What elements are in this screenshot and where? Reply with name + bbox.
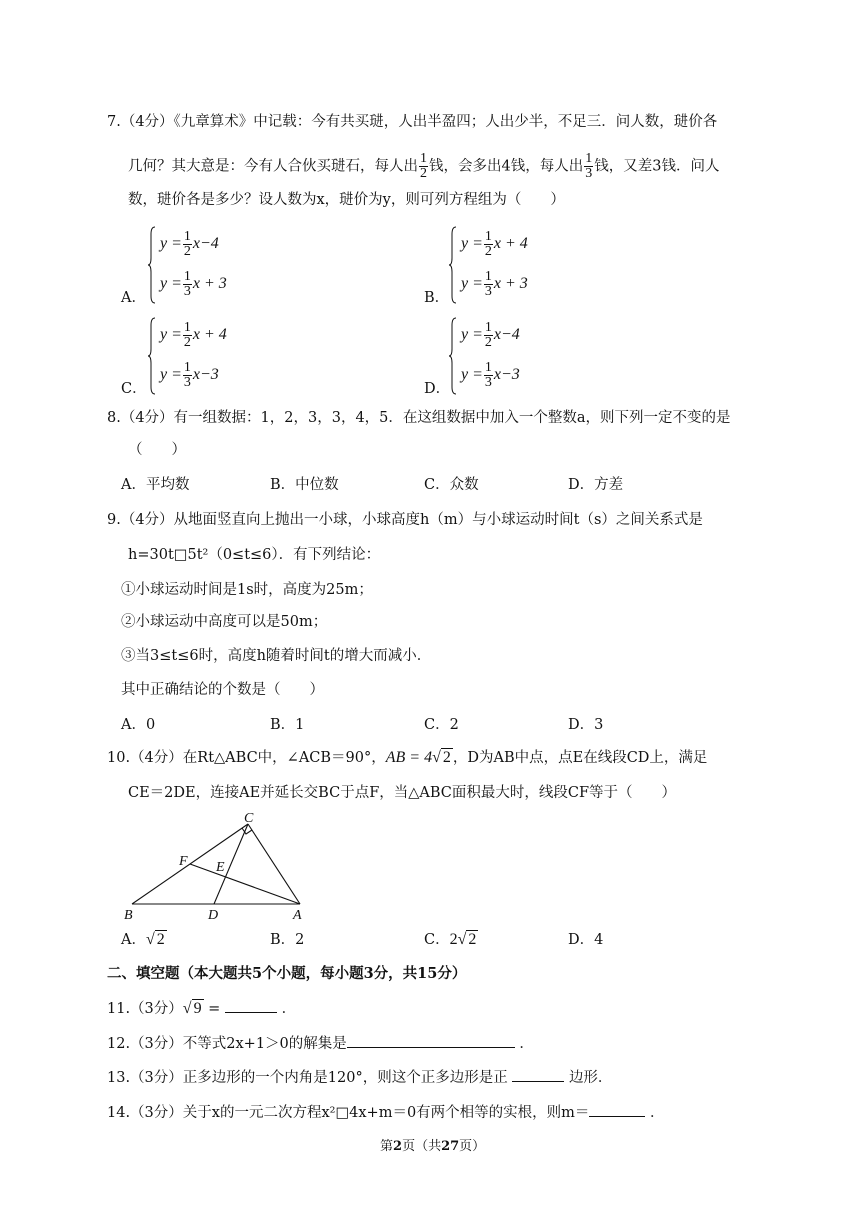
- right-angle-icon: [242, 828, 252, 834]
- frac-numerator: 1: [183, 229, 191, 244]
- radicand: 2: [156, 931, 165, 948]
- q14-text: 14.（3分）关于x的一元二次方程x²□4x+m＝0有两个相等的实根，则m＝: [107, 1105, 590, 1121]
- frac-numerator: 1: [484, 269, 492, 284]
- frac-denominator: 3: [183, 284, 191, 299]
- label-b: B: [124, 908, 133, 923]
- q12-text: 12.（3分）不等式2x+1＞0的解集是: [107, 1036, 347, 1052]
- footer-text-c: 页）: [459, 1139, 486, 1154]
- radicand: 2: [442, 749, 451, 766]
- frac-denominator: 3: [585, 166, 593, 181]
- frac-numerator: 1: [585, 151, 593, 166]
- side-ca: [248, 824, 300, 904]
- q13-answer-blank[interactable]: [512, 1067, 564, 1082]
- q7-option-b-system[interactable]: [449, 226, 569, 304]
- frac-denominator: 2: [484, 244, 492, 259]
- frac-denominator: 2: [484, 335, 492, 350]
- q8-option-b[interactable]: B．中位数: [270, 477, 339, 493]
- eq-lhs: y =: [160, 274, 182, 292]
- radicand: 2: [468, 931, 477, 948]
- q11-end: ．: [281, 1001, 297, 1017]
- eq-lhs: y =: [160, 365, 182, 383]
- eq-lhs: y =: [160, 234, 182, 252]
- frac-denominator: 3: [484, 284, 492, 299]
- eq-lhs: y =: [461, 325, 483, 343]
- eq-rhs: x−4: [493, 325, 520, 343]
- q12-answer-blank[interactable]: [347, 1033, 515, 1048]
- frac-numerator: 1: [484, 229, 492, 244]
- frac-numerator: 1: [484, 320, 492, 335]
- radicand: 9: [193, 1000, 202, 1017]
- q8-option-c[interactable]: C．众数: [424, 477, 479, 493]
- frac-numerator: 1: [183, 360, 191, 375]
- option-label: C．: [424, 932, 450, 948]
- q7-option-a-system[interactable]: [148, 226, 268, 304]
- eq-rhs: x−3: [192, 365, 219, 383]
- q10-line2: CE＝2DE，连接AE并延长交BC于点F，当△ABC面积最大时，线段CF等于（ ）: [128, 785, 677, 801]
- footer-text-a: 第: [380, 1139, 394, 1154]
- q14: [107, 1102, 665, 1123]
- q9-conclusion-3: ③当3≤t≤6时，高度h随着时间t的增大而减小．: [121, 648, 432, 664]
- q10-line1-text-a: 10.（4分）在Rt△ABC中，∠ACB＝90°，: [107, 750, 386, 766]
- segment-af: [190, 864, 300, 904]
- frac-denominator: 2: [183, 244, 191, 259]
- section-heading: 二、填空题（本大题共5个小题，每小题3分，共15分）: [107, 965, 467, 982]
- q10-line1: [107, 748, 707, 768]
- q9-conclusion-2: ②小球运动中高度可以是50m；: [121, 614, 328, 630]
- frac-numerator: 1: [420, 151, 427, 166]
- coefficient: 2: [449, 931, 458, 948]
- q9-option-a[interactable]: A．0: [121, 717, 156, 733]
- q10-option-d[interactable]: D．4: [568, 932, 604, 948]
- q7-line2-text-c: 钱，又差3钱．问人: [594, 158, 720, 175]
- q9-option-b[interactable]: B．1: [270, 717, 305, 733]
- brace-icon: [148, 226, 156, 304]
- q7-line2: [128, 152, 719, 181]
- q9-line1: 9.（4分）从地面竖直向上抛出一小球，小球高度h（m）与小球运动时间t（s）之间关系式是: [107, 512, 703, 528]
- q9-line2: h=30t□5t²（0≤t≤6）．有下列结论：: [128, 547, 381, 563]
- q9-conclusion-1: ①小球运动时间是1s时，高度为25m；: [121, 582, 373, 598]
- q7-option-a-label[interactable]: A．: [121, 290, 146, 306]
- frac-numerator: 1: [183, 320, 191, 335]
- sqrt-icon: √: [145, 931, 155, 948]
- q8-option-a[interactable]: A．平均数: [121, 477, 190, 493]
- q7-line1: 7.（4分）《九章算术》中记载：今有共买琎，人出半盈四；人出少半，不足三．问人数，琎价各: [107, 114, 718, 130]
- q9-option-d[interactable]: D．3: [568, 717, 604, 733]
- eq-rhs: x−3: [493, 365, 520, 383]
- sqrt-icon: √: [457, 931, 467, 948]
- ab-eq: AB = 4: [385, 749, 433, 766]
- footer-text-b: 页（共: [402, 1139, 442, 1154]
- frac-numerator: 1: [484, 360, 492, 375]
- q8-line1: 8.（4分）有一组数据：1，2，3，3，4，5．在这组数据中加入一个整数a，则下列一定不变的是: [107, 410, 731, 426]
- eq-rhs: x + 3: [493, 274, 528, 292]
- q9-question: 其中正确结论的个数是（ ）: [121, 682, 324, 698]
- frac-denominator: 2: [183, 335, 191, 350]
- q7-option-d-label[interactable]: D．: [424, 381, 451, 397]
- q7-line2-text-b: 钱，会多出4钱，每人出: [429, 158, 584, 175]
- q13-text: 13.（3分）正多边形的一个内角是120°，则这个正多边形是正: [107, 1070, 508, 1086]
- frac-denominator: 2: [420, 166, 427, 181]
- brace-icon: [449, 226, 457, 304]
- q12-end: ．: [519, 1036, 534, 1052]
- q9-option-c[interactable]: C．2: [424, 717, 459, 733]
- sqrt-icon: √: [182, 1000, 192, 1017]
- q7-fraction-third: [584, 152, 593, 181]
- q7-option-c-system[interactable]: [148, 317, 268, 395]
- q7-option-b-label[interactable]: B．: [424, 290, 450, 306]
- q8-line2: （ ）: [128, 442, 186, 458]
- sqrt-icon: √: [432, 749, 441, 766]
- q10-ab-expression: [386, 748, 453, 766]
- label-f: F: [179, 854, 188, 869]
- q7-option-c-label[interactable]: C．: [121, 381, 147, 397]
- q10-line1-text-b: ，D为AB中点，点E在线段CD上，满足: [452, 750, 708, 766]
- label-e: E: [216, 860, 225, 875]
- eq-lhs: y =: [461, 234, 483, 252]
- brace-icon: [449, 317, 457, 395]
- q10-option-b[interactable]: B．2: [270, 932, 305, 948]
- eq-rhs: x + 4: [192, 325, 227, 343]
- q8-option-d[interactable]: D．方差: [568, 477, 624, 493]
- option-label: A．: [121, 932, 146, 948]
- page-number: 2: [393, 1139, 403, 1154]
- q14-answer-blank[interactable]: [589, 1102, 645, 1117]
- q11-eq: =: [203, 1001, 221, 1017]
- q14-end: ．: [650, 1105, 665, 1121]
- q11: [107, 998, 296, 1019]
- q7-line2-text-a: 几何？其大意是：今有人合伙买琎石，每人出: [128, 158, 418, 175]
- label-d: D: [208, 908, 219, 923]
- page-footer: [380, 1137, 485, 1157]
- q13: [107, 1067, 612, 1088]
- q7-option-d-system[interactable]: [449, 317, 569, 395]
- frac-denominator: 3: [484, 375, 492, 390]
- q10-option-a[interactable]: [121, 930, 167, 950]
- brace-icon: [148, 317, 156, 395]
- q7-line3: 数，琎价各是多少？设人数为x，琎价为y，则可列方程组为（ ）: [128, 192, 565, 208]
- label-a: A: [293, 908, 302, 923]
- page-total: 27: [441, 1139, 460, 1154]
- q13-end: 边形．: [568, 1070, 613, 1086]
- eq-rhs: x + 3: [192, 274, 227, 292]
- q12: [107, 1033, 534, 1054]
- eq-rhs: x + 4: [493, 234, 528, 252]
- q11-answer-blank[interactable]: [225, 998, 277, 1013]
- q10-option-c[interactable]: [424, 930, 478, 950]
- frac-denominator: 3: [183, 375, 191, 390]
- q7-fraction-half: [419, 152, 428, 181]
- q11-text: 11.（3分）: [107, 1001, 183, 1017]
- eq-lhs: y =: [461, 365, 483, 383]
- eq-lhs: y =: [160, 325, 182, 343]
- eq-lhs: y =: [461, 274, 483, 292]
- label-c: C: [244, 811, 254, 826]
- eq-rhs: x−4: [192, 234, 219, 252]
- triangle-figure: [120, 808, 320, 923]
- frac-numerator: 1: [183, 269, 191, 284]
